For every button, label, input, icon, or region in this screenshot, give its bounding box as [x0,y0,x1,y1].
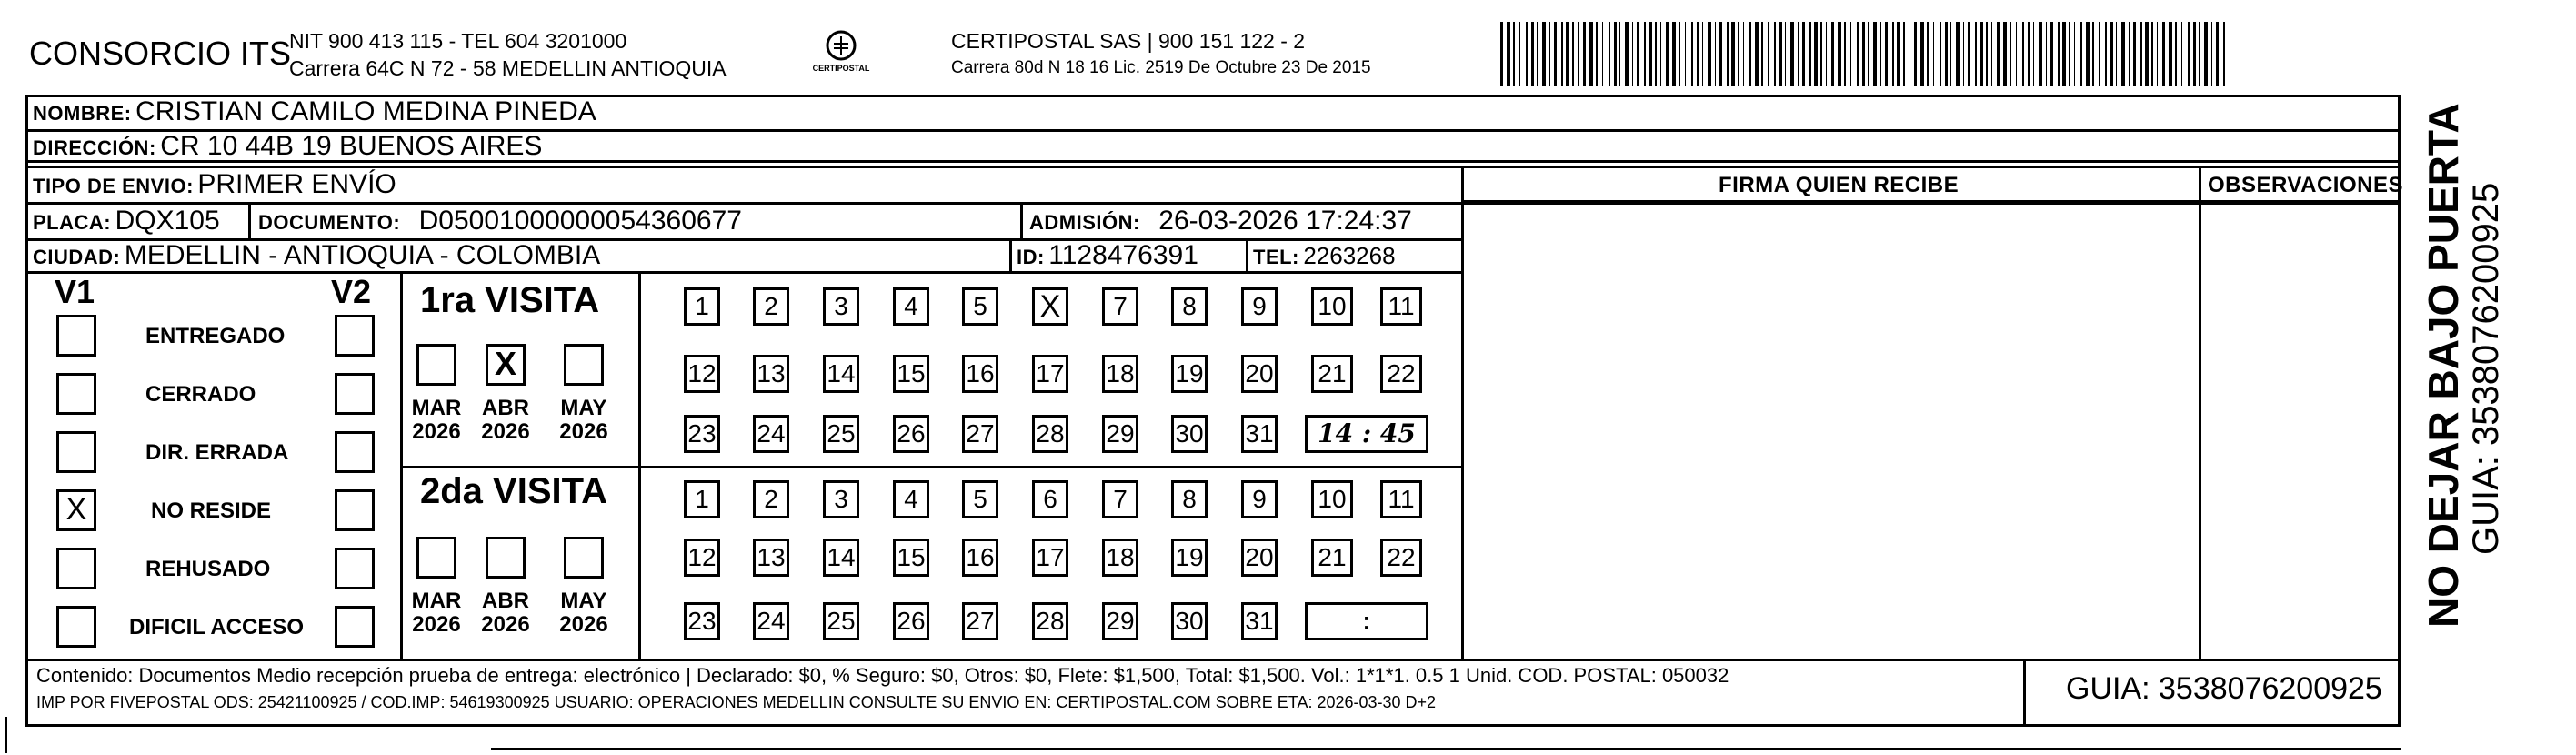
direccion-label: DIRECCIÓN: [33,136,156,159]
barcode-bar [2193,22,2196,86]
barcode-bar [1820,22,1822,86]
barcode-bar [2151,22,2153,86]
barcode-bar [1602,22,1603,86]
barcode-bar [1637,22,1639,86]
barcode-bar [1708,22,1711,86]
day-box[interactable]: 26 [893,415,929,453]
day-box[interactable]: 26 [893,602,929,640]
day-box[interactable]: 1 [684,480,720,518]
day-box[interactable]: 16 [962,355,998,393]
barcode-bar [1609,22,1610,86]
day-box[interactable]: 5 [962,480,998,518]
day-box[interactable]: 6 [1032,480,1068,518]
contenido-text: Contenido: Documentos Medio recepción prueba de entrega: electrónico | Declarado: $0, % Seguro: $0, Otros: $0, Flete: $1,500, Total: $1,500. Vol.: 1*1*1. 0.5 1 Unid. COD. POSTAL: 050032 [36,664,1729,687]
day-box[interactable]: 18 [1102,539,1138,577]
barcode-bar [1755,22,1759,86]
ciudad-value: MEDELLIN - ANTIOQUIA - COLOMBIA [124,240,601,270]
firma-heading: FIRMA QUIEN RECIBE [1719,173,1960,197]
barcode-bar [1660,22,1661,86]
tel-value: 2263268 [1303,242,1396,269]
month-caption [404,397,469,444]
v1-checkbox[interactable] [56,548,96,589]
day-box[interactable]: 28 [1032,602,1068,640]
barcode-bar [1761,22,1763,86]
barcode-bar [1968,22,1970,86]
admision-value: 26-03-2026 17:24:37 [1158,206,1412,236]
day-box[interactable]: 9 [1241,287,1278,326]
barcode-bar [2204,22,2208,86]
placa-row [33,206,220,237]
day-box[interactable]: 13 [753,539,789,577]
barcode-bar [1500,22,1503,86]
barcode-bar [1743,22,1744,86]
day-box[interactable]: 25 [823,415,859,453]
status-label: NO RESIDE [151,498,272,523]
barcode-bar [1691,22,1693,86]
barcode-bar [2145,22,2149,86]
barcode-bar [1785,22,1786,86]
month-label: ABR [482,589,529,613]
barcode-bar [1619,22,1620,86]
day-box[interactable]: 3 [823,287,859,326]
direccion-row [33,131,542,162]
barcode-bar [1956,22,1960,86]
barcode-bar [1719,22,1722,86]
barcode-bar [1519,22,1520,86]
barcode-bar [1831,22,1834,86]
documento-value: D05001000000054360677 [418,206,742,236]
barcode-bar [1903,22,1905,86]
logo-caption: CERTIPOSTAL [812,64,870,73]
barcode-bar [1844,22,1846,86]
barcode-bar [1644,22,1646,86]
time-box[interactable]: 14 : 45 [1305,415,1428,453]
barcode-bar [1561,22,1563,86]
status-label: DIR. ERRADA [145,440,289,465]
id-row [1017,240,1198,271]
barcode-bar [1991,22,1992,86]
day-box[interactable]: 25 [823,602,859,640]
barcode-bar [2129,22,2130,86]
day-box[interactable]: 2 [753,480,789,518]
barcode-bar [2046,22,2047,86]
barcode-bar [1920,22,1924,86]
time-box[interactable]: : [1305,602,1428,640]
v2-checkbox[interactable] [335,606,375,648]
nombre-label: NOMBRE: [33,102,132,125]
barcode-bar [1531,22,1534,86]
barcode-bar [2216,22,2219,86]
day-box[interactable]: 18 [1102,355,1138,393]
day-box[interactable]: 17 [1032,539,1068,577]
day-box[interactable]: 28 [1032,415,1068,453]
admision-label: ADMISIÓN: [1029,211,1140,234]
barcode-bar [2092,22,2094,86]
barcode-bar [1880,22,1881,86]
barcode-bar [1566,22,1569,86]
year-label: 2026 [559,612,608,637]
day-box[interactable]: 4 [893,480,929,518]
barcode-bar [1857,22,1859,86]
certipostal-logo [809,27,873,82]
barcode-bar [1702,22,1703,86]
v1-checkbox[interactable] [56,431,96,473]
barcode-bar [1549,22,1550,86]
barcode-bar [2050,22,2053,86]
barcode-bar [1873,22,1877,86]
id-label: ID: [1017,246,1045,268]
v2-checkbox[interactable] [335,431,375,473]
barcode-bar [1554,22,1557,86]
day-box[interactable]: 24 [753,602,789,640]
day-box[interactable]: 5 [962,287,998,326]
barcode-bar [1749,22,1751,86]
v2-checkbox[interactable] [335,315,375,357]
barcode-bar [2162,22,2165,86]
barcode-bar [2016,22,2017,86]
placa-label: PLACA: [33,211,112,234]
barcode-bar [1715,22,1716,86]
nombre-row [33,96,596,127]
barcode-bar [1572,22,1574,86]
barcode-bar [2003,22,2007,86]
barcode-bar [1666,22,1669,86]
barcode-bar [1986,22,1988,86]
barcode-bar [1537,22,1538,86]
day-box[interactable]: 13 [753,355,789,393]
barcode-bar [1774,22,1776,86]
barcode-bar [1838,22,1841,86]
barcode-bar [2121,22,2125,86]
day-box[interactable]: 29 [1102,602,1138,640]
barcode-bar [1940,22,1941,86]
barcode-bar [1697,22,1699,86]
day-box[interactable]: 16 [962,539,998,577]
ciudad-label: CIUDAD: [33,246,121,268]
documento-row [258,206,742,237]
month-checkbox[interactable] [486,537,526,579]
barcode-bar [1892,22,1894,86]
second-visit-title: 2da VISITA [420,471,607,511]
barcode-bar [2181,22,2182,86]
day-box[interactable]: 20 [1241,355,1278,393]
year-label: 2026 [481,419,530,444]
barcode-bar [1768,22,1769,86]
month-label: MAY [560,396,607,420]
nombre-value: CRISTIAN CAMILO MEDINA PINEDA [135,96,596,126]
barcode-bar [1809,22,1811,86]
month-label: MAR [411,396,462,420]
barcode-bar [2010,22,2011,86]
barcode-bar [1731,22,1735,86]
barcode-bar [1507,22,1510,86]
barcode-bar [2133,22,2136,86]
day-box[interactable]: 31 [1241,415,1278,453]
day-box[interactable]: 4 [893,287,929,326]
day-box[interactable]: 10 [1311,480,1353,518]
day-box[interactable]: 30 [1171,415,1208,453]
day-box[interactable]: X [1032,287,1068,326]
day-box[interactable]: 8 [1171,287,1208,326]
day-box[interactable]: 15 [893,355,929,393]
barcode-bar [2069,22,2070,86]
month-checkbox[interactable] [564,537,604,579]
barcode-bar [1672,22,1676,86]
year-label: 2026 [559,419,608,444]
year-label: 2026 [412,419,461,444]
barcode-bar [1862,22,1865,86]
day-box[interactable]: 21 [1311,539,1353,577]
company-name: CONSORCIO ITS [29,35,292,72]
barcode-bar [2110,22,2113,86]
day-box[interactable]: 19 [1171,355,1208,393]
barcode-bar [2033,22,2034,86]
side-warning: NO DEJAR BAJO PUERTA [2420,103,2467,628]
id-value: 1128476391 [1048,240,1198,270]
tipo-label: TIPO DE ENVIO: [33,175,194,197]
month-caption [551,397,616,444]
barcode [1500,22,2228,86]
day-box[interactable]: 7 [1102,287,1138,326]
admision-row [1029,206,1412,237]
tipo-value: PRIMER ENVÍO [197,169,396,199]
ciudad-row [33,240,600,271]
barcode-bar [1868,22,1869,86]
barcode-bar [2105,22,2107,86]
day-box[interactable]: 31 [1241,602,1278,640]
tel-label: TEL: [1253,246,1299,268]
day-box[interactable]: 8 [1171,480,1208,518]
tipo-row [33,169,396,200]
imp-text: IMP POR FIVEPOSTAL ODS: 25421100925 / COD.IMP: 54619300925 USUARIO: OPERACIONES MEDELLIN CONSULTE SU ENVIO EN: CERTIPOSTAL.COM SOBRE ETA: 2026-03-30 D+2 [36,693,1437,711]
barcode-bar [2080,22,2082,86]
day-box[interactable]: 14 [823,539,859,577]
barcode-bar [1980,22,1983,86]
month-caption [404,589,469,637]
barcode-bar [1963,22,1964,86]
barcode-bar [2074,22,2075,86]
day-box[interactable]: 23 [684,415,720,453]
year-label: 2026 [412,612,461,637]
barcode-bar [1632,22,1633,86]
barcode-bar [1526,22,1528,86]
day-box[interactable]: 29 [1102,415,1138,453]
first-visit-title: 1ra VISITA [420,280,600,320]
month-caption [473,589,538,637]
day-box[interactable]: 7 [1102,480,1138,518]
barcode-bar [1738,22,1739,86]
barcode-bar [1927,22,1929,86]
status-label: ENTREGADO [145,324,286,348]
barcode-bar [2116,22,2117,86]
direccion-value: CR 10 44B 19 BUENOS AIRES [160,131,543,161]
day-box[interactable]: 12 [684,355,720,393]
status-label: REHUSADO [145,557,271,581]
barcode-bar [1945,22,1948,86]
month-caption [473,397,538,444]
month-checkbox[interactable] [564,344,604,386]
month-checkbox[interactable] [416,344,456,386]
barcode-bar [1679,22,1680,86]
month-checkbox[interactable] [416,537,456,579]
barcode-bar [1975,22,1977,86]
barcode-bar [2039,22,2042,86]
day-box[interactable]: 9 [1241,480,1278,518]
documento-label: DOCUMENTO: [258,211,401,234]
day-box[interactable]: 27 [962,415,998,453]
barcode-bar [2188,22,2190,86]
v1-checkbox[interactable] [56,373,96,415]
day-box[interactable]: 15 [893,539,929,577]
barcode-bar [2199,22,2200,86]
v2-checkbox[interactable] [335,489,375,531]
placa-value: DQX105 [115,206,220,236]
barcode-bar [2022,22,2024,86]
day-box[interactable]: 11 [1380,287,1422,326]
barcode-bar [2211,22,2212,86]
v2-checkbox[interactable] [335,373,375,415]
barcode-bar [2157,22,2158,86]
barcode-bar [2175,22,2177,86]
barcode-bar [1814,22,1818,86]
day-box[interactable]: 19 [1171,539,1208,577]
day-box[interactable]: 23 [684,602,720,640]
month-checkbox[interactable]: X [486,344,526,386]
barcode-bar [1997,22,2000,86]
tel-row [1253,242,1396,270]
barcode-bar [1826,22,1827,86]
barcode-bar [1625,22,1629,86]
day-box[interactable]: 22 [1380,539,1422,577]
day-box[interactable]: 2 [753,287,789,326]
month-label: MAR [411,589,462,613]
barcode-bar [1779,22,1782,86]
v1-checkbox[interactable]: X [56,489,96,531]
barcode-bar [1513,22,1515,86]
day-box[interactable]: 24 [753,415,789,453]
day-box[interactable]: 22 [1380,355,1422,393]
day-box[interactable]: 27 [962,602,998,640]
barcode-bar [2028,22,2030,86]
month-label: MAY [560,589,607,613]
day-box[interactable]: 10 [1311,287,1353,326]
month-caption [551,589,616,637]
day-box[interactable]: 11 [1380,480,1422,518]
certipostal-line1: CERTIPOSTAL SAS | 900 151 122 - 2 [951,29,1306,53]
barcode-bar [1685,22,1686,86]
day-box[interactable]: 30 [1171,602,1208,640]
v2-heading: V2 [331,273,372,310]
barcode-bar [1950,22,1951,86]
status-label: CERRADO [145,382,256,407]
barcode-bar [1614,22,1617,86]
barcode-bar [1578,22,1579,86]
barcode-bar [1596,22,1598,86]
company-line2: Carrera 64C N 72 - 58 MEDELLIN ANTIOQUIA [289,56,727,80]
barcode-bar [1583,22,1586,86]
barcode-bar [2099,22,2100,86]
side-guia: GUIA: 3538076200925 [2466,182,2506,555]
day-box[interactable]: 21 [1311,355,1353,393]
v1-checkbox[interactable] [56,606,96,648]
barcode-bar [2086,22,2090,86]
company-line1: NIT 900 413 115 - TEL 604 3201000 [289,29,627,53]
barcode-bar [1655,22,1657,86]
day-box[interactable]: 1 [684,287,720,326]
barcode-bar [1850,22,1851,86]
barcode-bar [2062,22,2066,86]
barcode-bar [2140,22,2142,86]
barcode-bar [1589,22,1593,86]
barcode-bar [1802,22,1805,86]
v1-checkbox[interactable] [56,315,96,357]
v2-checkbox[interactable] [335,548,375,589]
day-box[interactable]: 3 [823,480,859,518]
barcode-bar [1914,22,1917,86]
day-box[interactable]: 20 [1241,539,1278,577]
certipostal-line2: Carrera 80d N 18 16 Lic. 2519 De Octubre 23 De 2015 [951,58,1371,77]
barcode-bar [1933,22,1934,86]
month-label: ABR [482,396,529,420]
barcode-bar [1727,22,1729,86]
v1-heading: V1 [55,273,95,310]
barcode-bar [1790,22,1794,86]
barcode-bar [1542,22,1546,86]
barcode-bar [1897,22,1900,86]
year-label: 2026 [481,612,530,637]
day-box[interactable]: 17 [1032,355,1068,393]
barcode-bar [2169,22,2172,86]
barcode-bar [2223,22,2225,86]
footer-guia: GUIA: 3538076200925 [2066,671,2382,706]
day-box[interactable]: 14 [823,355,859,393]
barcode-bar [2058,22,2060,86]
status-label: DIFICIL ACCESO [129,615,305,639]
day-box[interactable]: 12 [684,539,720,577]
barcode-bar [1885,22,1888,86]
barcode-bar [1649,22,1652,86]
observaciones-heading: OBSERVACIONES [2208,173,2403,197]
barcode-bar [1798,22,1799,86]
